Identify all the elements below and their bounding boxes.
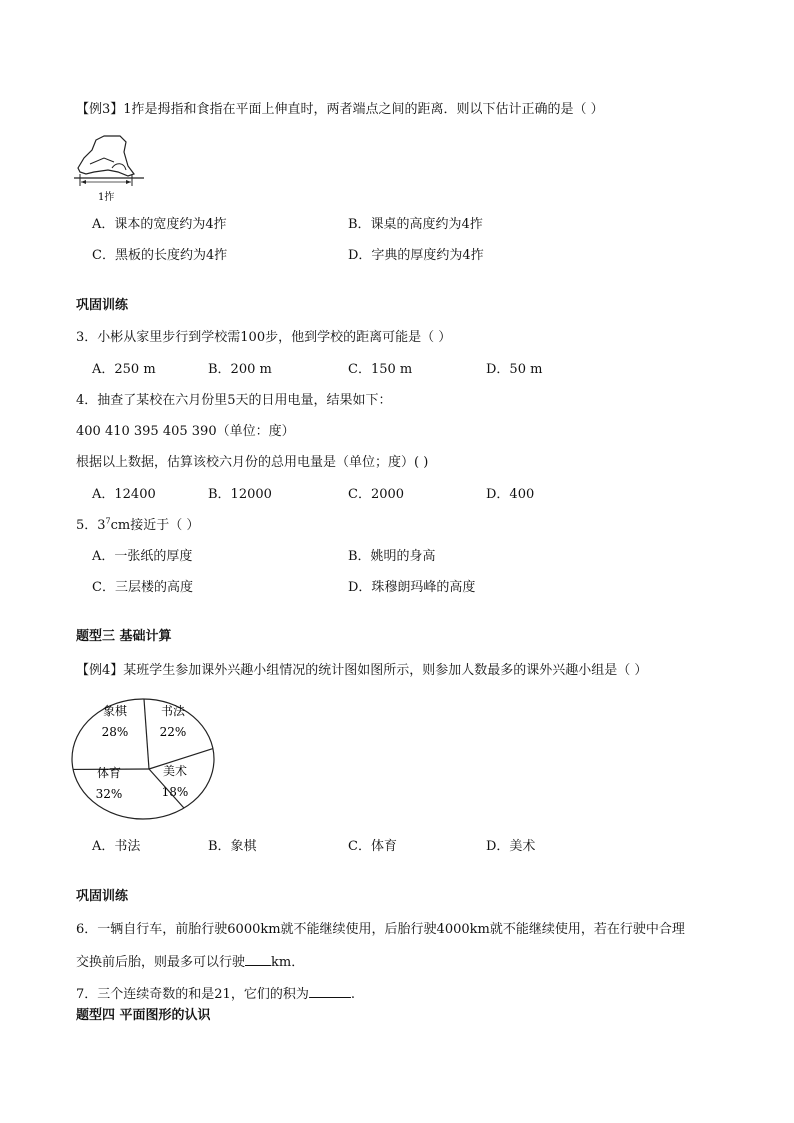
question-4-option-a: A．12400 [92, 487, 156, 502]
question-3-option-d: D．50 m [486, 362, 543, 377]
example-3-option-a: A．课本的宽度约为4拃 [92, 217, 227, 232]
question-5-option-c: C．三层楼的高度 [92, 580, 193, 595]
question-5-option-d: D．珠穆朗玛峰的高度 [348, 580, 476, 595]
question-5-exponent: 7 [105, 516, 111, 526]
section-3-heading: 题型三 基础计算 [76, 629, 172, 644]
pie-slice-label-2: 美术 [162, 764, 188, 778]
question-6-line-2-text: 交换前后胎，则最多可以行驶 [76, 955, 246, 970]
example-3-option-d: D．字典的厚度约为4拃 [348, 248, 484, 263]
pie-slice-percent-0: 28% [101, 725, 129, 739]
question-7-end: . [350, 987, 355, 1002]
question-5-suffix: cm接近于（ ） [110, 518, 200, 533]
example-4-stem: 【例4】某班学生参加课外兴趣小组情况的统计图如图所示，则参加人数最多的课外兴趣小组是（ ） [76, 663, 648, 678]
pie-slice-percent-3: 32% [95, 787, 123, 801]
question-5-option-a: A．一张纸的厚度 [92, 549, 193, 564]
pie-slice-label-1: 书法 [160, 704, 186, 718]
question-4-option-d: D．400 [486, 487, 535, 502]
question-4-stem: 4．抽查了某校在六月份里5天的日用电量，结果如下： [76, 393, 392, 408]
pie-slice-label-3: 体育 [96, 766, 122, 780]
example-4-option-a: A．书法 [92, 839, 141, 854]
practice-heading-2: 巩固训练 [76, 889, 129, 904]
example-3-stem: 【例3】1拃是拇指和食指在平面上伸直时，两者端点之间的距离．则以下估计正确的是（ ） [76, 102, 604, 117]
interest-group-pie-chart [70, 696, 220, 826]
hand-span-figure [74, 130, 146, 210]
hand-span-label: 1拃 [98, 192, 115, 203]
question-3-option-a: A．250 m [92, 362, 156, 377]
example-3-option-b: B．课桌的高度约为4拃 [348, 217, 483, 232]
question-6-line-2 [76, 953, 304, 972]
pie-slice-percent-1: 22% [159, 725, 187, 739]
question-7-answer-blank[interactable] [309, 985, 351, 998]
example-3-option-c: C．黑板的长度约为4拃 [92, 248, 228, 263]
question-7-stem [76, 985, 355, 1004]
example-4-option-d: D．美术 [486, 839, 536, 854]
question-5-stem [76, 517, 199, 535]
question-6-answer-blank[interactable] [245, 953, 271, 966]
pie-outline [72, 699, 214, 819]
question-5-prefix: 5．3 [76, 518, 106, 533]
example-4-option-b: B．象棋 [208, 839, 257, 854]
question-6-unit: km． [271, 955, 305, 970]
example-4-option-c: C．体育 [348, 839, 397, 854]
question-5-option-b: B．姚明的身高 [348, 549, 436, 564]
pie-slice-percent-2: 18% [161, 785, 189, 799]
question-4-option-b: B．12000 [208, 487, 272, 502]
question-6-line-1: 6．一辆自行车，前胎行驶6000km就不能继续使用，后胎行驶4000km就不能继续使用，若在行驶中合理 [76, 922, 685, 937]
question-7-text: 7．三个连续奇数的和是21，它们的积为 [76, 987, 309, 1002]
practice-heading-1: 巩固训练 [76, 298, 129, 313]
pie-slice-boundary-1 [144, 699, 149, 769]
section-4-heading: 题型四 平面图形的认识 [76, 1008, 211, 1023]
pie-slice-label-0: 象棋 [102, 704, 128, 718]
question-3-option-c: C．150 m [348, 362, 413, 377]
question-4-question: 根据以上数据，估算该校六月份的总用电量是（单位；度）( ) [76, 455, 429, 470]
question-4-option-c: C．2000 [348, 487, 405, 502]
question-4-data: 400 410 395 405 390（单位：度） [76, 424, 295, 439]
question-3-stem: 3．小彬从家里步行到学校需100步，他到学校的距离可能是（ ） [76, 330, 452, 345]
question-3-option-b: B．200 m [208, 362, 272, 377]
